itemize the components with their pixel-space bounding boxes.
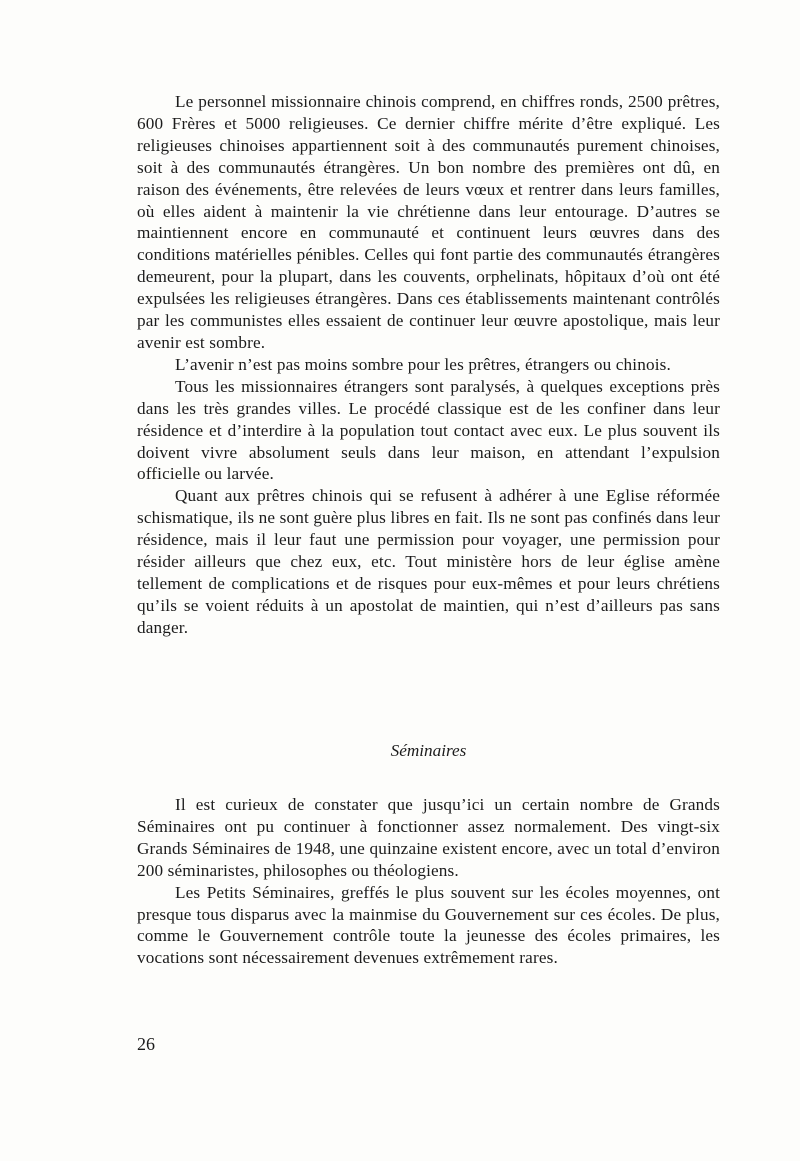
body-text-seminaries <box>137 794 720 969</box>
paragraph: L’avenir n’est pas moins sombre pour les prêtres, étrangers ou chinois. <box>175 354 671 374</box>
paragraph: Tous les missionnaires étrangers sont paralysés, à quelques exceptions près dans les très grandes villes. Le procédé classique est de les confiner dans leur résidence et d’interdire à la population tout contact avec eux. Le plus souvent ils doivent vivre absolument seuls dans leur maison, en attendant l’expulsion officielle ou larvée. <box>137 376 720 484</box>
body-text-missionary-personnel <box>137 91 720 639</box>
paragraph: Il est curieux de constater que jusqu’ici un certain nombre de Grands Séminaires ont pu continuer à fonctionner assez normalement. Des vingt-six Grands Séminaires de 1948, une quinzaine existent encore, avec un total d’environ 200 séminaristes, philosophes ou théologiens. <box>137 795 720 880</box>
paragraph: Le personnel missionnaire chinois comprend, en chiffres ronds, 2500 prêtres, 600 Frères et 5000 religieuses. Ce dernier chiffre mérite d’être expliqué. Les religieuses chinoises appartiennent soit à des communautés purement chinoises, soit à des communautés étrangères. Un bon nombre des premières ont dû, en raison des événements, être relevées de leurs vœux et rentrer dans leurs familles, où elles aident à maintenir la vie chrétienne dans leur entourage. D’autres se maintiennent encore en communauté et continuent leurs œuvres dans des conditions matérielles pénibles. Celles qui font partie des communautés étrangères demeurent, pour la plupart, dans les couvents, orphelinats, hôpitaux d’où ont été expulsées les religieuses étrangères. Dans ces établissements maintenant contrôlés par les communistes elles essaient de continuer leur œuvre apostolique, mais leur avenir est sombre. <box>137 92 720 352</box>
paragraph: Quant aux prêtres chinois qui se refusent à adhérer à une Eglise réformée schismatique, ils ne sont guère plus libres en fait. Ils ne sont pas confinés dans leur résidence, mais il leur faut une permission pour voyager, une permission pour résider ailleurs que chez eux, etc. Tout ministère hors de leur église amène tellement de complications et de risques pour eux-mêmes et pour leurs chrétiens qu’ils se voient réduits à un apostolat de maintien, qui n’est d’ailleurs pas sans danger. <box>137 486 720 637</box>
paragraph: Les Petits Séminaires, greffés le plus souvent sur les écoles moyennes, ont presque tous disparus avec la mainmise du Gouvernement sur ces écoles. De plus, comme le Gouvernement contrôle toute la jeunesse des écoles primaires, les vocations sont nécessairement devenues extrêmement rares. <box>137 882 720 968</box>
section-heading: Séminaires <box>390 741 467 760</box>
page-number: 26 <box>137 1034 155 1054</box>
